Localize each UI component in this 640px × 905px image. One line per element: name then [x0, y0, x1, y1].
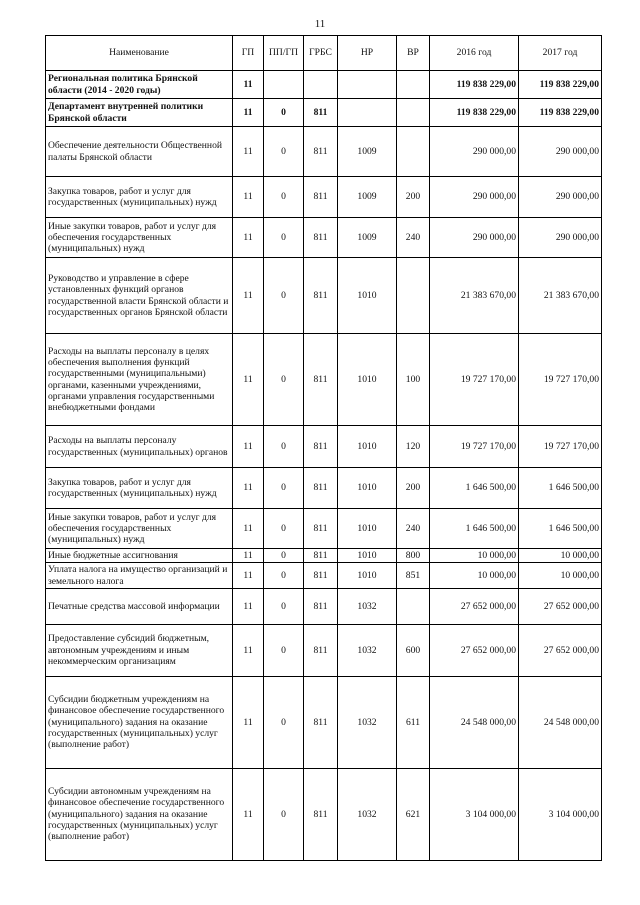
cell-2017: 119 838 229,00: [519, 71, 602, 99]
table-row: [46, 549, 602, 563]
cell-name: Иные закупки товаров, работ и услуг для обеспечения государственных (муниципальных) нужд: [46, 509, 233, 549]
cell-grbs: 811: [304, 549, 338, 563]
cell-name: Предоставление субсидий бюджетным, автономным учреждениям и иным некоммерческим организациям: [46, 624, 233, 676]
header-grbs: ГРБС: [304, 36, 338, 71]
cell-nr: 1009: [338, 127, 397, 177]
cell-grbs: 811: [304, 588, 338, 624]
cell-2016: 19 727 170,00: [430, 334, 519, 426]
cell-2017: 1 646 500,00: [519, 468, 602, 509]
cell-2016: 10 000,00: [430, 563, 519, 589]
cell-nr: 1032: [338, 588, 397, 624]
cell-name: Расходы на выплаты персоналу в целях обеспечения выполнения функций государственными (муниципальными) органами, казенными учреждениями, органами управления государственными внебюджетными фондами: [46, 334, 233, 426]
cell-2017: 19 727 170,00: [519, 426, 602, 468]
cell-2017: 10 000,00: [519, 563, 602, 589]
page-number: 11: [314, 18, 326, 30]
cell-nr: 1009: [338, 218, 397, 258]
table-row: [46, 177, 602, 218]
cell-nr: [338, 99, 397, 127]
table-row: [46, 426, 602, 468]
cell-2017: 21 383 670,00: [519, 258, 602, 334]
cell-gp: 11: [233, 127, 264, 177]
cell-nr: 1032: [338, 768, 397, 860]
table-row: [46, 334, 602, 426]
cell-gp: 11: [233, 768, 264, 860]
table-row: [46, 258, 602, 334]
cell-ppgp: 0: [264, 177, 304, 218]
table-row: [46, 99, 602, 127]
cell-vr: [397, 258, 430, 334]
cell-nr: 1010: [338, 549, 397, 563]
cell-grbs: 811: [304, 99, 338, 127]
cell-grbs: 811: [304, 563, 338, 589]
header-gp: ГП: [233, 36, 264, 71]
table-row: [46, 768, 602, 860]
cell-2016: 19 727 170,00: [430, 426, 519, 468]
cell-gp: 11: [233, 676, 264, 768]
cell-2016: 24 548 000,00: [430, 676, 519, 768]
cell-gp: 11: [233, 258, 264, 334]
cell-2016: 3 104 000,00: [430, 768, 519, 860]
cell-name: Обеспечение деятельности Общественной палаты Брянской области: [46, 127, 233, 177]
cell-ppgp: 0: [264, 588, 304, 624]
cell-vr: [397, 588, 430, 624]
cell-nr: 1010: [338, 468, 397, 509]
cell-ppgp: 0: [264, 127, 304, 177]
cell-name: Уплата налога на имущество организаций и земельного налога: [46, 563, 233, 589]
cell-2016: 119 838 229,00: [430, 99, 519, 127]
cell-gp: 11: [233, 588, 264, 624]
cell-2017: 24 548 000,00: [519, 676, 602, 768]
cell-vr: 120: [397, 426, 430, 468]
cell-ppgp: 0: [264, 99, 304, 127]
cell-nr: 1010: [338, 258, 397, 334]
table-row: [46, 127, 602, 177]
header-ppgp: ПП/ГП: [264, 36, 304, 71]
cell-grbs: 811: [304, 676, 338, 768]
cell-vr: 611: [397, 676, 430, 768]
cell-vr: [397, 127, 430, 177]
cell-grbs: [304, 71, 338, 99]
cell-grbs: 811: [304, 177, 338, 218]
header-vr: ВР: [397, 36, 430, 71]
cell-ppgp: 0: [264, 258, 304, 334]
cell-name: Субсидии автономным учреждениям на финансовое обеспечение государственного (муниципального) задания на оказание государственных (муниципальных) услуг (выполнение работ): [46, 768, 233, 860]
cell-vr: 100: [397, 334, 430, 426]
budget-table: [45, 35, 602, 861]
cell-ppgp: 0: [264, 426, 304, 468]
cell-grbs: 811: [304, 768, 338, 860]
cell-2016: 10 000,00: [430, 549, 519, 563]
cell-2016: 290 000,00: [430, 177, 519, 218]
cell-name: Региональная политика Брянской области (2014 - 2020 годы): [46, 71, 233, 99]
cell-name: Закупка товаров, работ и услуг для государственных (муниципальных) нужд: [46, 177, 233, 218]
cell-ppgp: 0: [264, 624, 304, 676]
header-nr: НР: [338, 36, 397, 71]
cell-2017: 290 000,00: [519, 218, 602, 258]
cell-ppgp: 0: [264, 468, 304, 509]
cell-gp: 11: [233, 218, 264, 258]
cell-2016: 27 652 000,00: [430, 588, 519, 624]
cell-vr: 240: [397, 218, 430, 258]
table-row: [46, 509, 602, 549]
table-row: [46, 624, 602, 676]
cell-2017: 119 838 229,00: [519, 99, 602, 127]
cell-ppgp: [264, 71, 304, 99]
cell-gp: 11: [233, 509, 264, 549]
cell-2016: 290 000,00: [430, 218, 519, 258]
cell-ppgp: 0: [264, 563, 304, 589]
cell-name: Расходы на выплаты персоналу государственных (муниципальных) органов: [46, 426, 233, 468]
cell-2016: 1 646 500,00: [430, 468, 519, 509]
cell-grbs: 811: [304, 468, 338, 509]
header-name: Наименование: [46, 36, 233, 71]
cell-ppgp: 0: [264, 768, 304, 860]
cell-vr: 200: [397, 468, 430, 509]
cell-gp: 11: [233, 563, 264, 589]
header-2016: 2016 год: [430, 36, 519, 71]
cell-nr: 1009: [338, 177, 397, 218]
cell-gp: 11: [233, 71, 264, 99]
cell-gp: 11: [233, 549, 264, 563]
cell-name: Иные бюджетные ассигнования: [46, 549, 233, 563]
cell-grbs: 811: [304, 334, 338, 426]
cell-ppgp: 0: [264, 334, 304, 426]
cell-grbs: 811: [304, 509, 338, 549]
table-row: [46, 468, 602, 509]
cell-grbs: 811: [304, 218, 338, 258]
cell-nr: [338, 71, 397, 99]
cell-nr: 1010: [338, 563, 397, 589]
cell-2017: 19 727 170,00: [519, 334, 602, 426]
cell-vr: [397, 99, 430, 127]
cell-2016: 21 383 670,00: [430, 258, 519, 334]
cell-grbs: 811: [304, 624, 338, 676]
cell-grbs: 811: [304, 258, 338, 334]
cell-ppgp: 0: [264, 549, 304, 563]
cell-nr: 1032: [338, 676, 397, 768]
cell-name: Иные закупки товаров, работ и услуг для обеспечения государственных (муниципальных) нужд: [46, 218, 233, 258]
cell-ppgp: 0: [264, 509, 304, 549]
cell-2016: 290 000,00: [430, 127, 519, 177]
cell-vr: 600: [397, 624, 430, 676]
cell-vr: 621: [397, 768, 430, 860]
cell-vr: 240: [397, 509, 430, 549]
cell-grbs: 811: [304, 426, 338, 468]
cell-gp: 11: [233, 99, 264, 127]
table-row: [46, 588, 602, 624]
cell-grbs: 811: [304, 127, 338, 177]
cell-gp: 11: [233, 177, 264, 218]
cell-2017: 290 000,00: [519, 177, 602, 218]
cell-nr: 1010: [338, 334, 397, 426]
cell-vr: 851: [397, 563, 430, 589]
cell-2016: 1 646 500,00: [430, 509, 519, 549]
cell-2017: 27 652 000,00: [519, 624, 602, 676]
cell-2017: 290 000,00: [519, 127, 602, 177]
table-row: [46, 218, 602, 258]
cell-name: Субсидии бюджетным учреждениям на финансовое обеспечение государственного (муниципального) задания на оказание государственных (муниципальных) услуг (выполнение работ): [46, 676, 233, 768]
cell-2016: 27 652 000,00: [430, 624, 519, 676]
cell-2017: 1 646 500,00: [519, 509, 602, 549]
cell-2017: 27 652 000,00: [519, 588, 602, 624]
cell-vr: [397, 71, 430, 99]
cell-gp: 11: [233, 468, 264, 509]
cell-name: Руководство и управление в сфере установленных функций органов государственной власти Брянской области и государственных органов Брянской области: [46, 258, 233, 334]
table-row: [46, 676, 602, 768]
cell-gp: 11: [233, 426, 264, 468]
header-2017: 2017 год: [519, 36, 602, 71]
cell-nr: 1032: [338, 624, 397, 676]
cell-name: Департамент внутренней политики Брянской области: [46, 99, 233, 127]
cell-vr: 200: [397, 177, 430, 218]
cell-nr: 1010: [338, 509, 397, 549]
cell-ppgp: 0: [264, 218, 304, 258]
cell-ppgp: 0: [264, 676, 304, 768]
cell-gp: 11: [233, 624, 264, 676]
cell-2017: 3 104 000,00: [519, 768, 602, 860]
cell-name: Закупка товаров, работ и услуг для государственных (муниципальных) нужд: [46, 468, 233, 509]
cell-2017: 10 000,00: [519, 549, 602, 563]
table-row: [46, 563, 602, 589]
table-row: [46, 71, 602, 99]
cell-nr: 1010: [338, 426, 397, 468]
cell-2016: 119 838 229,00: [430, 71, 519, 99]
cell-gp: 11: [233, 334, 264, 426]
cell-name: Печатные средства массовой информации: [46, 588, 233, 624]
cell-vr: 800: [397, 549, 430, 563]
table-header-row: [46, 36, 602, 71]
